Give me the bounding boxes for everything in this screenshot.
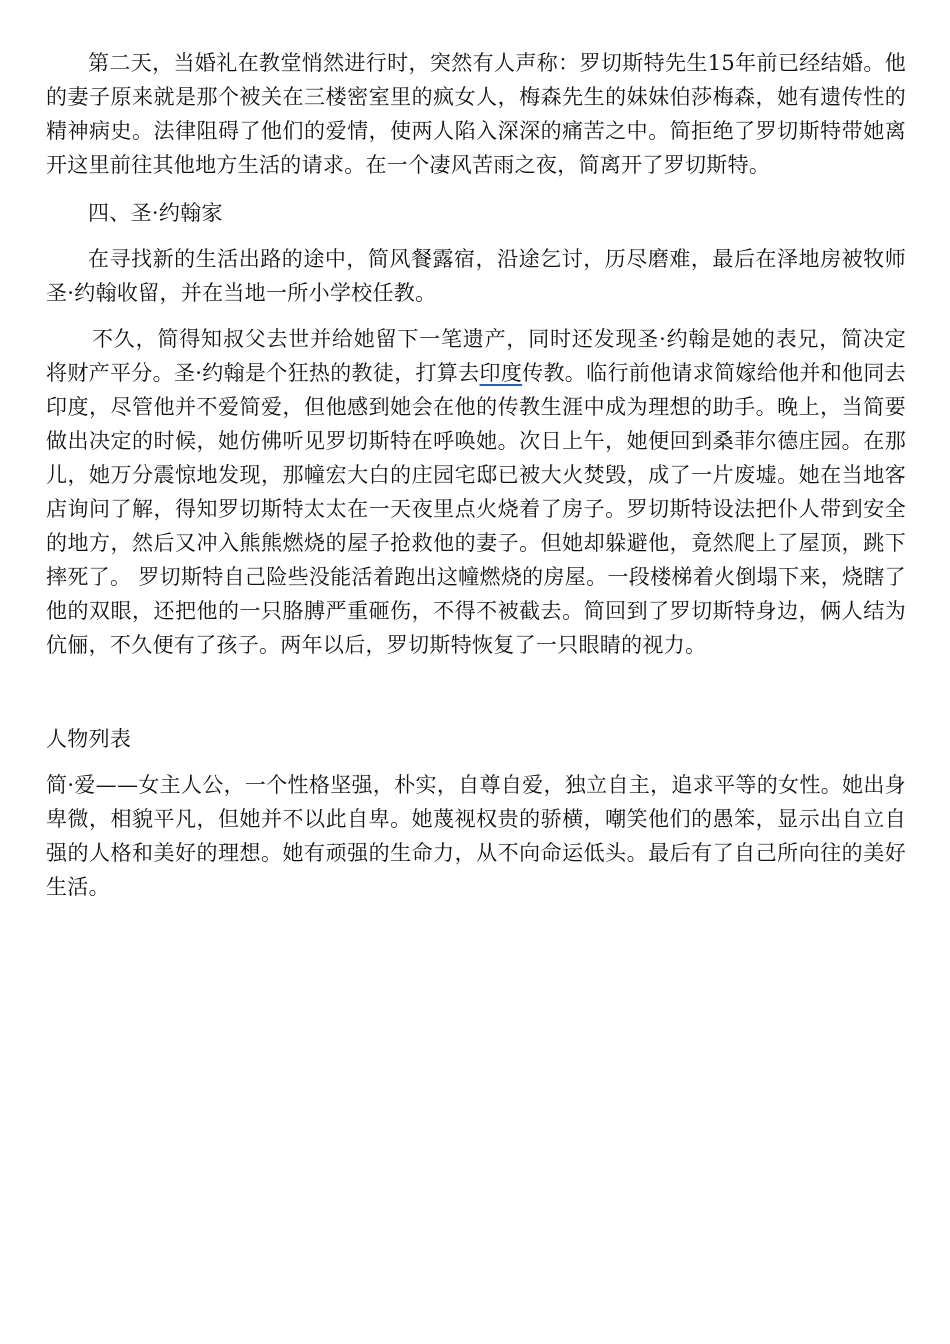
- paragraph-inheritance-text-end: 传教。临行前他请求简嫁给他并和他同去印度，尽管他并不爱简爱，但他感到她会在他的传教生涯中成为理想的助手。晚上，当简要做出决定的时候，她仿佛听见罗切斯特在呼唤她。次日上午，她便回到桑菲尔德庄园。在那儿，她万分震惊地发现，那幢宏大白的庄园宅邸已被大火焚毁，成了一片废墟。她在当地客店询问了解，得知罗切斯特太太在一天夜里点火烧着了房子。罗切斯特设法把仆人带到安全的地方，然后又冲入熊熊燃烧的屋子抢救他的妻子。但她却躲避他，竟然爬上了屋顶，跳下摔死了。 罗切斯特自己险些没能活着跑出这幢燃烧的房屋。一段楼梯着火倒塌下来，烧瞎了他的双眼，还把他的一只胳膊严重砸伤，不得不被截去。简回到了罗切斯特身边，俩人结为伉俪，不久便有了孩子。两年以后，罗切斯特恢复了一只眼睛的视力。: [46, 361, 906, 657]
- character-list-heading: 人物列表: [46, 727, 132, 751]
- document-page: [46, 46, 906, 904]
- paragraph-inheritance: [46, 322, 906, 662]
- india-link[interactable]: 印度: [479, 361, 523, 385]
- character-jane-eyre: 简·爱——女主人公，一个性格坚强，朴实，自尊自爱，独立自主，追求平等的女性。她出身卑微，相貌平凡，但她并不以此自卑。她蔑视权贵的骄横，嘲笑他们的愚笨，显示出自立自强的人格和美好的理想。她有顽强的生命力，从不向命运低头。最后有了自己所向往的美好生活。: [46, 773, 906, 899]
- paragraph-inheritance-text-start: 不久，简得知叔父去世并给她留下一笔遗产，同时还发现圣·约翰是她的表兄，简决定将财产平分。圣·约翰是个狂热的教徒，打算去: [46, 327, 906, 385]
- paragraph-search: 在寻找新的生活出路的途中，简风餐露宿，沿途乞讨，历尽磨难，最后在泽地房被牧师圣·约翰收留，并在当地一所小学校任教。: [46, 247, 906, 305]
- section-heading-st-john: 四、圣·约翰家: [88, 201, 223, 225]
- paragraph-wedding: 第二天，当婚礼在教堂悄然进行时，突然有人声称：罗切斯特先生15年前已经结婚。他的妻子原来就是那个被关在三楼密室里的疯女人，梅森先生的妹妹伯莎梅森，她有遗传性的精神病史。法律阻碍了他们的爱情，使两人陷入深深的痛苦之中。简拒绝了罗切斯特带她离开这里前往其他地方生活的请求。在一个凄风苦雨之夜，简离开了罗切斯特。: [46, 51, 906, 177]
